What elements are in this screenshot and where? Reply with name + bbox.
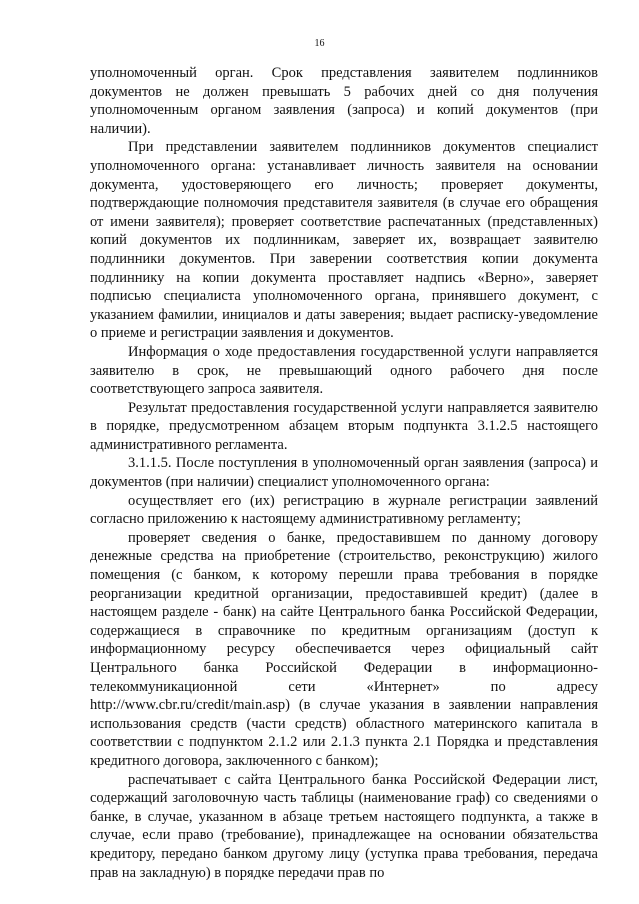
document-body: [90, 64, 598, 882]
paragraph-registration: осуществляет его (их) регистрацию в журнале регистрации заявлений согласно приложению к настоящему административному регламенту;: [90, 492, 598, 528]
paragraph-originals-verification: При представлении заявителем подлинников документов специалист уполномоченного органа: устанавливает личность заявителя на основании документа, удостоверяющего его личность; проверяет документы, подтверждающие полномочия представителя заявителя (в случае его обращения от имени заявителя); проверяет соответствие распечатанных (представленных) копий документов их подлинникам, заверяет их, возвращает заявителю подлинники документов. При заверении соответствия копии документа подлиннику на копии документа проставляет надпись «Верно», заверяет подписью специалиста уполномоченного органа, принявшего документ, с указанием фамилии, инициалов и даты заверения; выдает расписку-уведомление о приеме и регистрации заявления и документов.: [90, 139, 598, 342]
paragraph-progress-information: Информация о ходе предоставления государственной услуги направляется заявителю в срок, не превышающий одного рабочего дня после соответствующего запроса заявителя.: [90, 343, 598, 398]
page-number: 16: [314, 38, 325, 49]
paragraph-section-3-1-1-5: 3.1.1.5. После поступления в уполномоченный орган заявления (запроса) и документов (при наличии) специалист уполномоченного органа:: [90, 455, 598, 491]
paragraph-continuation: уполномоченный орган. Срок представления заявителем подлинников документов не должен превышать 5 рабочих дней со дня получения уполномоченным органом заявления (запроса) и копий документов (при наличии).: [90, 65, 598, 137]
paragraph-bank-printout: распечатывает с сайта Центрального банка Российской Федерации лист, содержащий заголовочную часть таблицы (наименование граф) со сведениями о банке, в случае, указанном в абзаце третьем настоящего подпункта, а также в случае, если право (требование), принадлежащее на основании обязательства кредитору, передано банком другому лицу (уступка права требования, передача прав на закладную) в порядке передачи прав по: [90, 771, 598, 881]
paragraph-service-result: Результат предоставления государственной услуги направляется заявителю в порядке, предусмотренном абзацем вторым подпункта 3.1.2.5 настоящего административного регламента.: [90, 399, 598, 453]
paragraph-bank-check: проверяет сведения о банке, предоставившем по данному договору денежные средства на приобретение (строительство, реконструкцию) жилого помещения (с банком, к которому перешли права требования в порядке реорганизации кредитной организации, предоставившей кредит) (далее в настоящем разделе - банк) на сайте Центрального банка Российской Федерации, содержащиеся в справочнике по кредитным организациям (доступ к информационному ресурсу обеспечивается через официальный сайт Центрального банка Российской Федерации в информационно-телекоммуникационной сети «Интернет» по адресу http://www.cbr.ru/credit/main.asp) (в случае указания в заявлении направления использования средств (части средств) областного материнского капитала в соответствии с подпунктом 2.1.2 или 2.1.3 пункта 2.1 Порядка и представления кредитного договора, заключенного с банком);: [90, 529, 598, 769]
